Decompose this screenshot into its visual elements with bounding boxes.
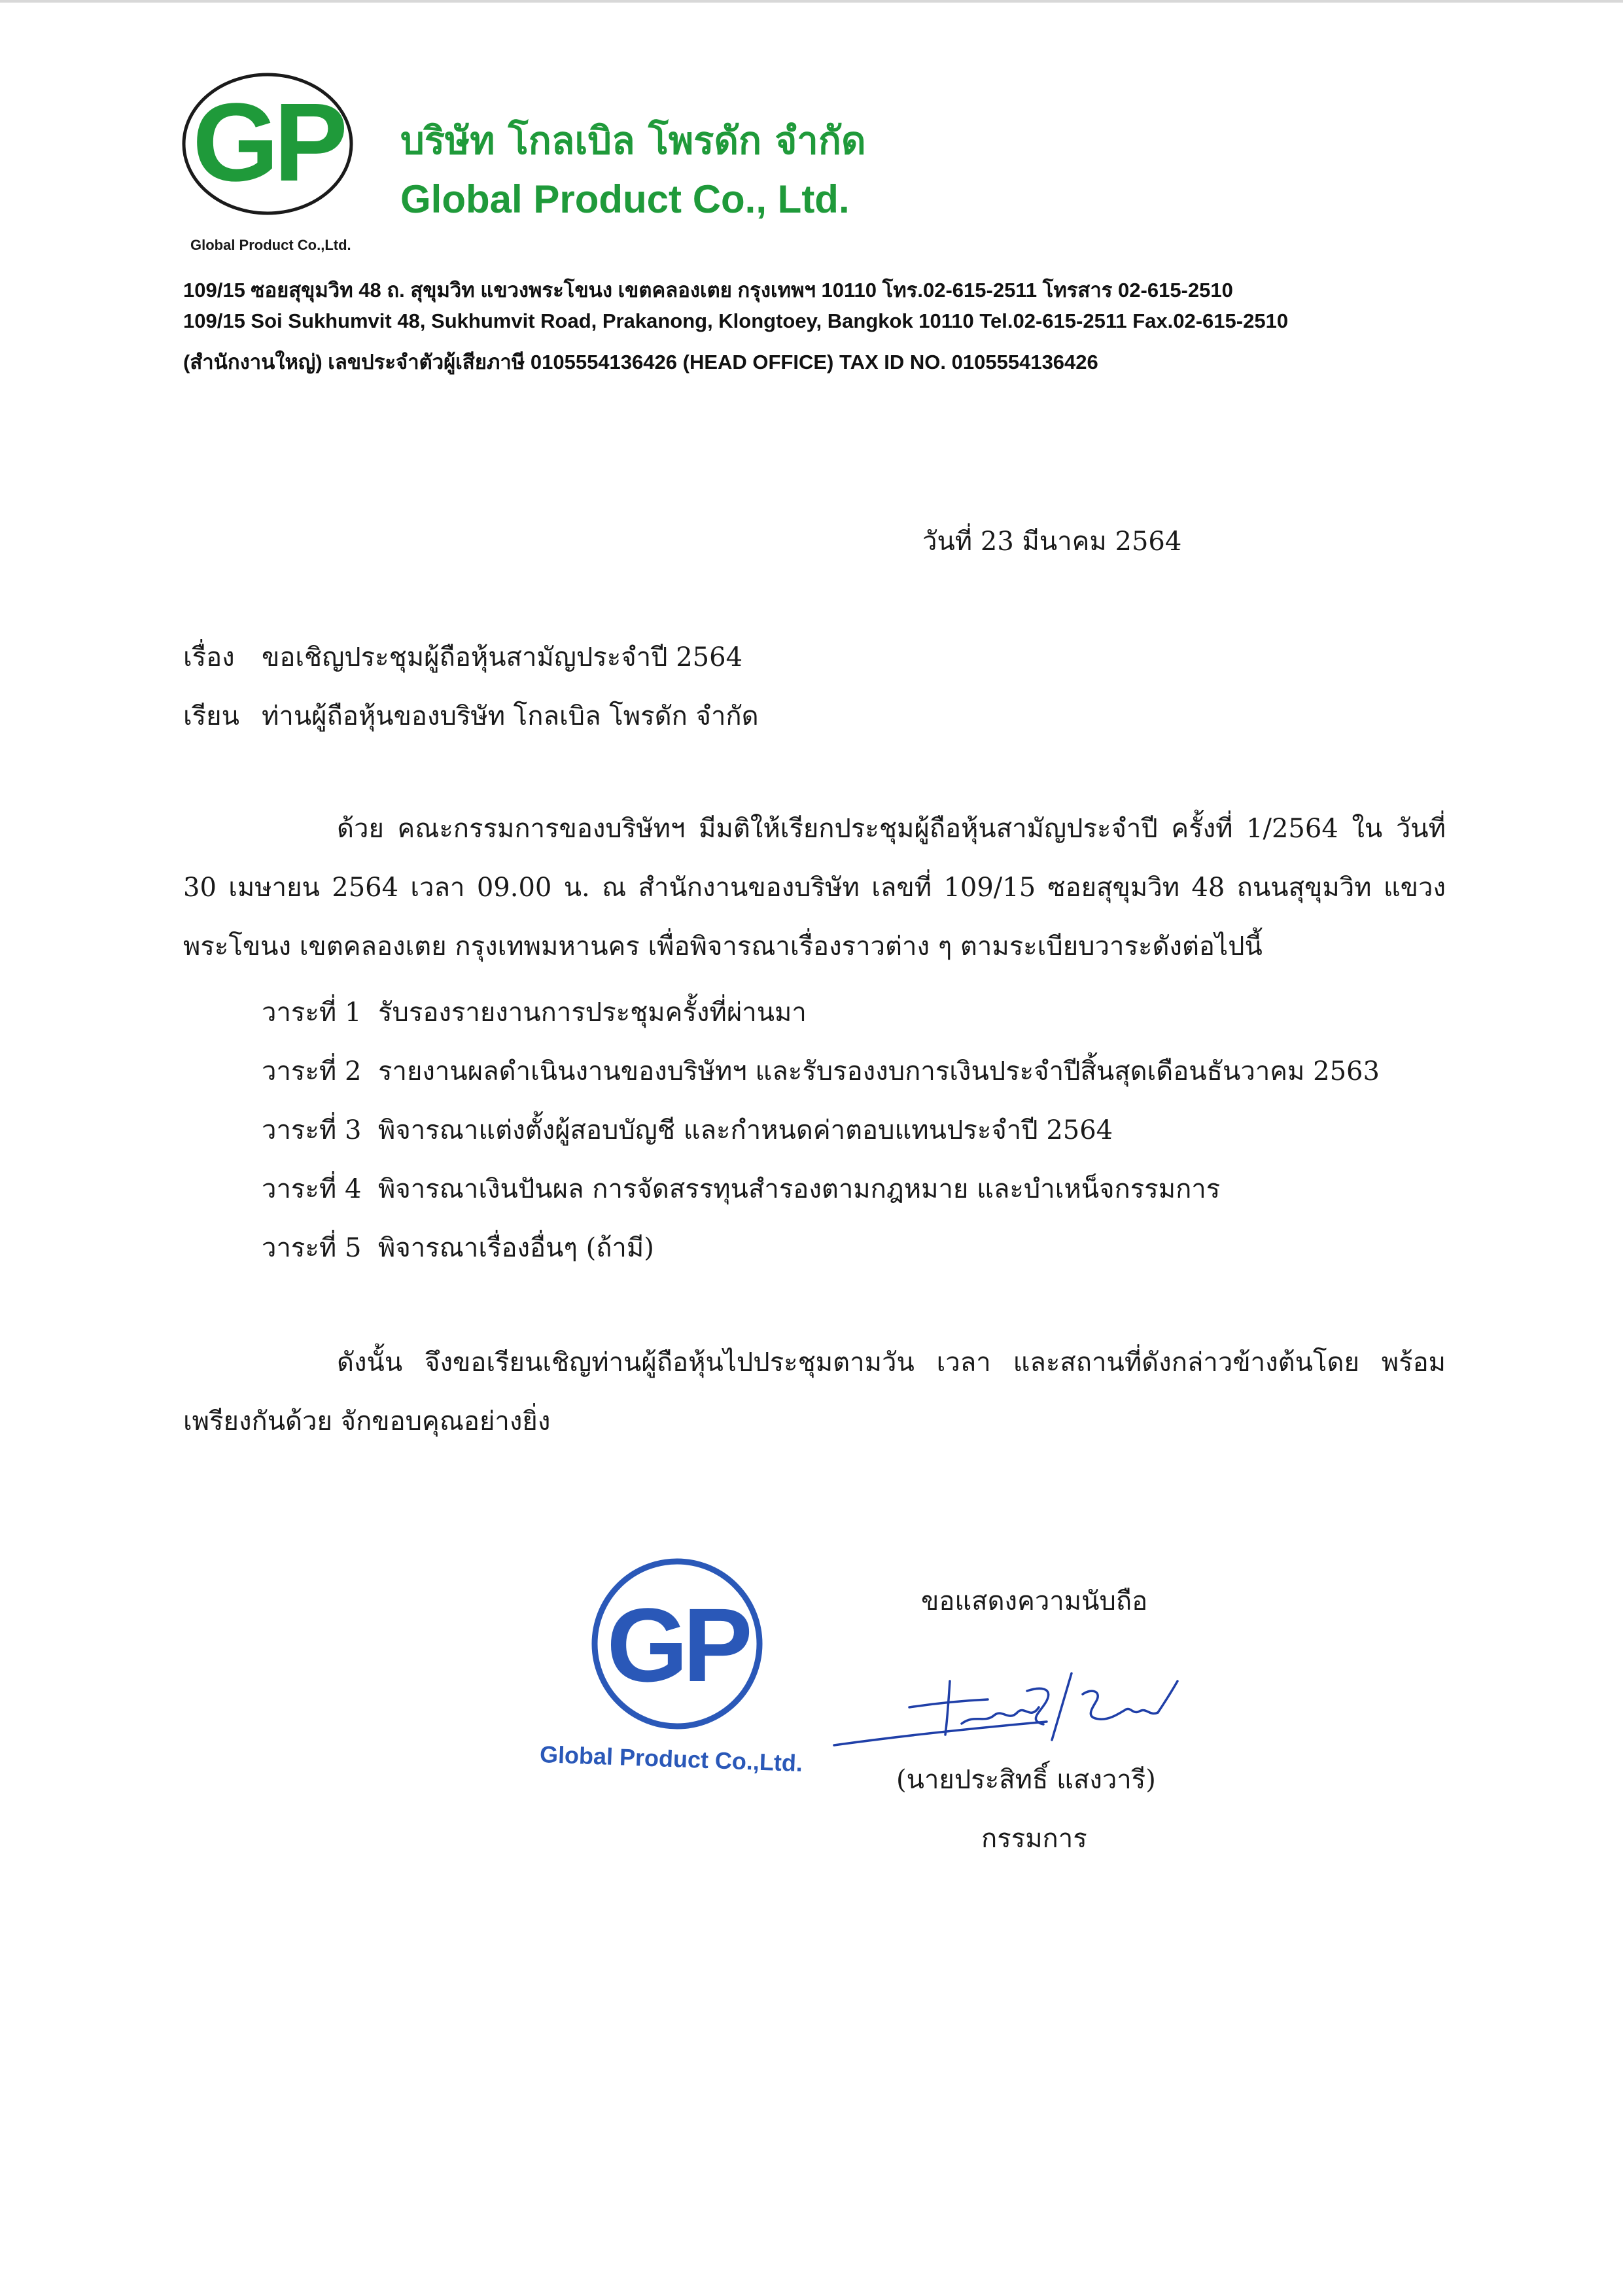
company-name-en: Global Product Co., Ltd. [400,177,850,221]
tax-id-line: (สำนักงานใหญ่) เลขประจำตัวผู้เสียภาษี 0105554136426 (HEAD OFFICE) TAX ID NO. 0105554136426 [183,351,1098,374]
subject-line [183,636,742,678]
closing-text: ขอแสดงความนับถือ [921,1586,1148,1616]
subject-label: เรื่อง [183,642,235,672]
logo-text: GP [192,80,343,205]
letter-date: วันที่ 23 มีนาคม 2564 [922,527,1182,557]
agenda-item [262,991,807,1033]
address-en: 109/15 Soi Sukhumvit 48, Sukhumvit Road, Prakanong, Klongtoey, Bangkok 10110 Tel.02-615-2511 Fax.02-615-2510 [183,309,1289,332]
stamp-text: GP [606,1586,748,1703]
agenda-number: วาระที่ 3 [262,1115,362,1145]
recipient-text: ท่านผู้ถือหุ้นของบริษัท โกลเบิล โพรดัก จำกัด [262,701,759,731]
agenda-number: วาระที่ 4 [262,1174,362,1204]
logo-caption: Global Product Co.,Ltd. [190,237,351,253]
company-logo [180,71,355,217]
agenda-item [262,1226,654,1268]
agenda-number: วาระที่ 2 [262,1056,362,1087]
agenda-text: พิจารณาเรื่องอื่นๆ (ถ้ามี) [378,1233,654,1263]
body-paragraph-1: ด้วย คณะกรรมการของบริษัทฯ มีมติให้เรียกประชุมผู้ถือหุ้นสามัญประจำปี ครั้งที่ 1/2564 ใน วันที่ 30 เมษายน 2564 เวลา 09.00 น. ณ สำนักงานของบริษัท เลขที่ 109/15 ซอยสุขุมวิท 48 ถนนสุขุมวิท แขวงพระโขนง เขตคลองเตย กรุงเทพมหานคร เพื่อพิจารณาเรื่องราวต่าง ๆ ตามระเบียบวาระดังต่อไปนี้ [183,814,1446,962]
agenda-text: รายงานผลดำเนินงานของบริษัทฯ และรับรองงบการเงินประจำปีสิ้นสุดเดือนธันวาคม 2563 [378,1056,1380,1087]
company-stamp [589,1556,765,1732]
agenda-item [262,1168,1220,1209]
address-th: 109/15 ซอยสุขุมวิท 48 ถ. สุขุมวิท แขวงพระโขนง เขตคลองเตย กรุงเทพฯ 10110 โทร.02-615-2511 โทรสาร 02-615-2510 [183,279,1233,302]
recipient-line [183,695,759,737]
recipient-label: เรียน [183,701,239,731]
scan-edge [0,0,1623,3]
signer-position: กรรมการ [981,1824,1087,1854]
agenda-text: พิจารณาเงินปันผล การจัดสรรทุนสำรองตามกฎหมาย และบำเหน็จกรรมการ [378,1174,1221,1204]
signer-name: (นายประสิทธิ์ แสงวารี) [896,1765,1156,1795]
agenda-number: วาระที่ 1 [262,998,362,1028]
agenda-text: รับรองรายงานการประชุมครั้งที่ผ่านมา [378,998,807,1028]
agenda-item [262,1050,1380,1092]
stamp-caption: Global Product Co.,Ltd. [539,1740,803,1777]
agenda-text: พิจารณาแต่งตั้งผู้สอบบัญชี และกำหนดค่าตอบแทนประจำปี 2564 [378,1115,1113,1145]
body-paragraph-2: ดังนั้น จึงขอเรียนเชิญท่านผู้ถือหุ้นไปประชุมตามวัน เวลา และสถานที่ดังกล่าวข้างต้นโดย พร้อมเพรียงกันด้วย จักขอบคุณอย่างยิ่ง [183,1348,1446,1436]
subject-text: ขอเชิญประชุมผู้ถือหุ้นสามัญประจำปี 2564 [262,642,743,672]
company-name-th: บริษัท โกลเบิล โพรดัก จำกัด [400,118,866,163]
agenda-number: วาระที่ 5 [262,1233,362,1263]
agenda-item [262,1109,1113,1151]
signature [831,1661,1197,1753]
